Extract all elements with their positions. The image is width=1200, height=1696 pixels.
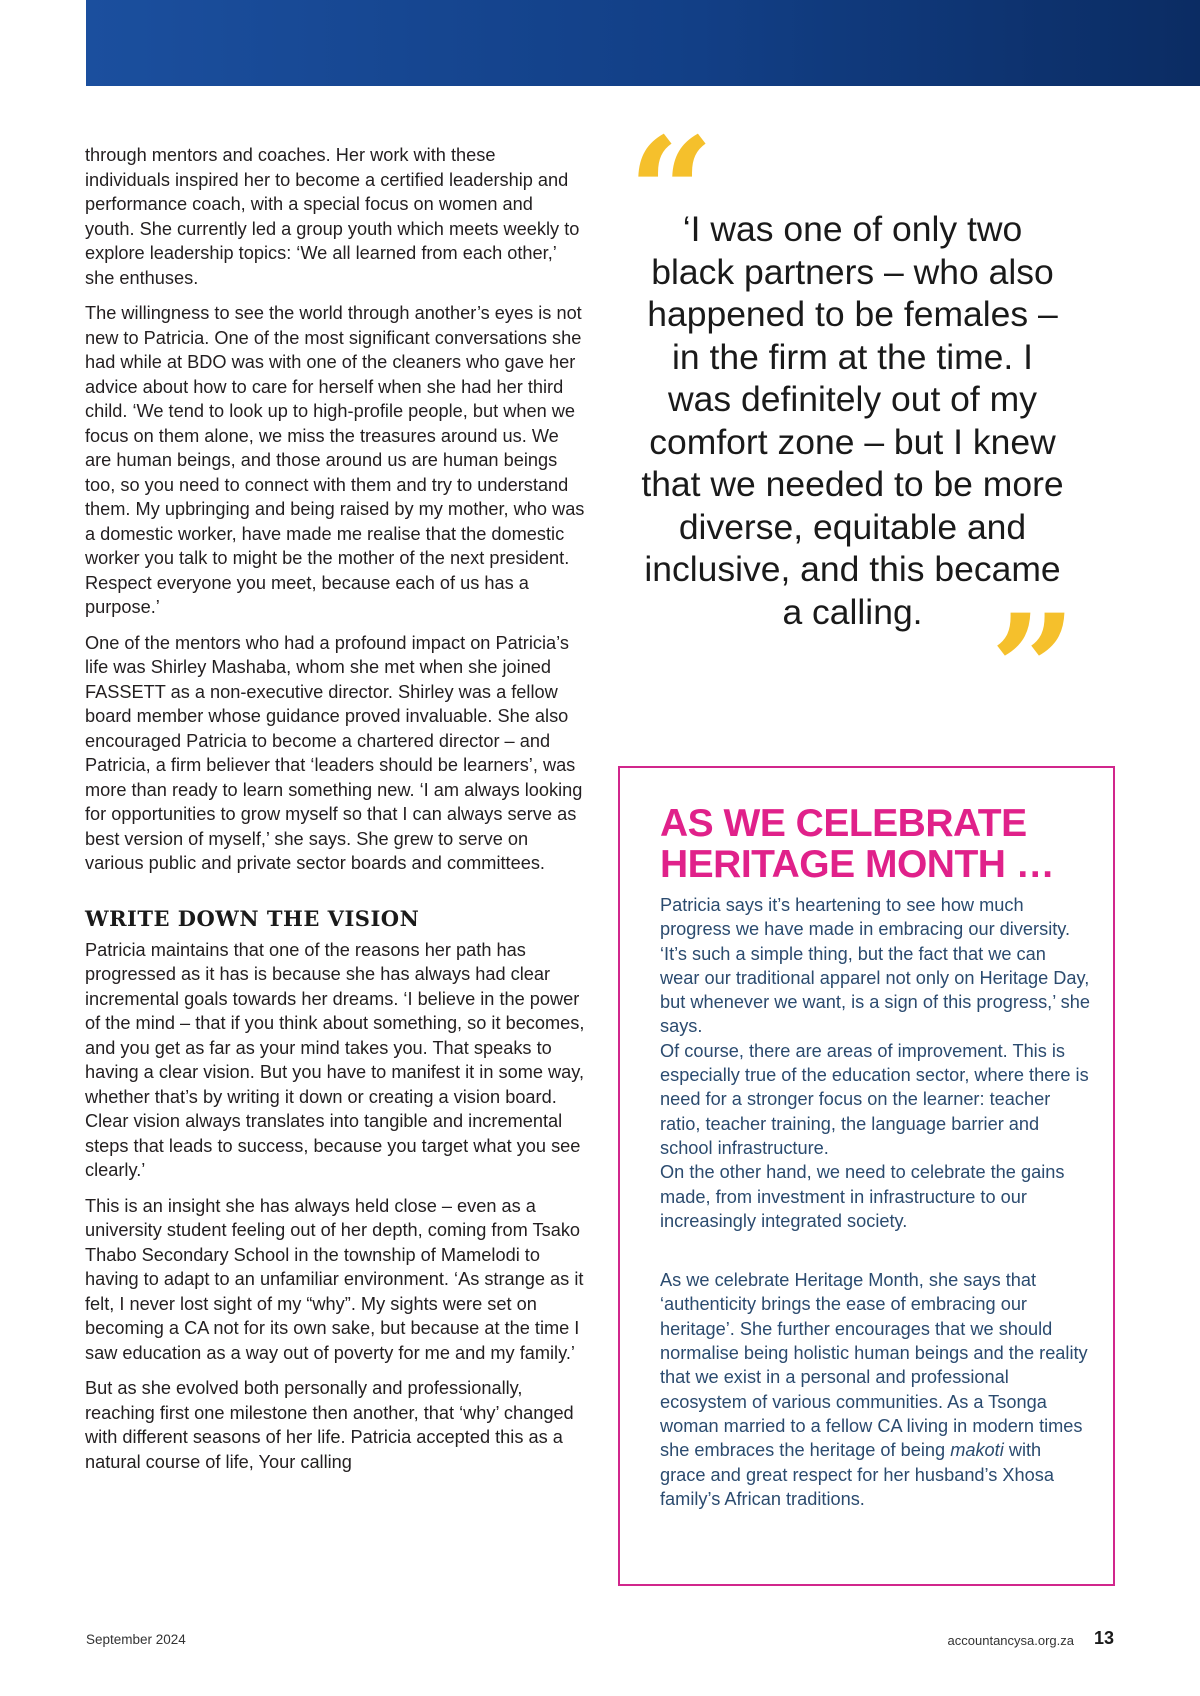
open-quote-icon: “ — [628, 105, 715, 281]
sidebar-text-run: with grace and great respect for her husband’s Xhosa family’s African traditions. — [660, 1440, 1054, 1509]
pull-quote: ‘I was one of only two black partners – who also happened to be females – in the firm at the time. I was definitely out of my comfort zone – but I knew that we needed to be more diverse, equitable and inclusive, and this became a calling. — [641, 209, 1064, 632]
footer-date: September 2024 — [86, 1632, 186, 1647]
sidebar-paragraph — [660, 1268, 1090, 1511]
article-paragraph: This is an insight she has always held close – even as a university student feeling out of her depth, coming from Tsako Thabo Secondary School in the township of Mamelodi to having to adapt to an unfamiliar environment. ‘As strange as it felt, I never lost sight of my “why”. My sights were set on becoming a CA not for its own sake, but because at the time I saw education as a way out of poverty for me and my family.’ — [85, 1195, 584, 1363]
article-paragraph: One of the mentors who had a profound impact on Patricia’s life was Shirley Mashaba, whom she met when she joined FASSETT as a non-executive director. Shirley was a fellow board member whose guidance proved invaluable. She also encouraged Patricia to become a chartered director – and Patricia, a firm believer that ‘leaders should be learners’, was more than ready to learn something new. ‘I am always looking for opportunities to grow myself so that I can always serve as best version of myself,’ she says. She grew to serve on various public and private sector boards and committees. — [85, 632, 583, 873]
article-body — [85, 143, 585, 1485]
article-paragraph: through mentors and coaches. Her work with these individuals inspired her to become a certified leadership and performance coach, with a special focus on women and youth. She currently led a group youth which meets weekly to explore leadership topics: ‘We all learned from each other,’ she enthuses. — [85, 145, 580, 288]
article-paragraph: The willingness to see the world through another’s eyes is not new to Patricia. One of the most significant conversations she had while at BDO was with one of the cleaners who gave her advice about how to care for herself when she had her third child. ‘We tend to look up to high-profile people, but when we focus on them alone, we miss the treasures around us. We are human beings, and those around us are human beings too, so you need to connect with them and try to understand them. My upbringing and being raised by my mother, who was a domestic worker, have made me realise that the domestic worker you talk to might be the mother of the next president. Respect everyone you meet, because each of us has a purpose.’ — [85, 303, 585, 617]
header-band — [86, 0, 1200, 86]
sidebar-paragraph: Of course, there are areas of improvement. This is especially true of the education sector, where there is need for a stronger focus on the learner: teacher ratio, teacher training, the language barrier and school infrastructure. — [660, 1040, 1089, 1158]
sidebar-text-run: As we celebrate Heritage Month, she says that ‘authenticity brings the ease of embracing our heritage’. She further encourages that we should normalise being holistic human beings and the reality that we exist in a personal and professional ecosystem of various communities. As a Tsonga woman married to a fellow CA living in modern times she embraces the heritage of being — [660, 1270, 1088, 1461]
close-quote-icon: ” — [990, 582, 1077, 758]
sidebar-text — [660, 893, 1090, 1511]
sidebar-italic-word: makoti — [950, 1440, 1004, 1461]
sidebar-title: AS WE CELEBRATE HERITAGE MONTH … — [660, 802, 1055, 886]
page-number: 13 — [1093, 1628, 1114, 1648]
article-paragraph: But as she evolved both personally and professionally, reaching first one milestone then another, that ‘why’ changed with different seasons of her life. Patricia accepted this as a natural course of life, Your calling — [85, 1378, 574, 1472]
footer-website: accountancysa.org.za — [947, 1633, 1074, 1648]
sidebar-paragraph: On the other hand, we need to celebrate the gains made, from investment in infrastructure to our increasingly integrated society. — [660, 1162, 1065, 1231]
heritage-sidebar — [618, 766, 1115, 1586]
article-paragraph: Patricia maintains that one of the reasons her path has progressed as it has is because she has always had clear incremental goals towards her dreams. ‘I believe in the power of the mind – that if you think about something, so it becomes, and you get as far as your mind takes you. That speaks to having a clear vision. But you have to manifest it in some way, whether that’s by writing it down or creating a vision board. Clear vision always translates into tangible and incremental steps that leads to success, because you target what you see clearly.’ — [85, 939, 585, 1180]
section-heading: WRITE DOWN THE VISION — [85, 905, 420, 931]
sidebar-paragraph: Patricia says it’s heartening to see how much progress we have made in embracing our diversity. ‘It’s such a simple thing, but the fact that we can wear our traditional apparel not only on Heritage Day, but whenever we want, is a sign of this progress,’ she says. — [660, 895, 1090, 1037]
